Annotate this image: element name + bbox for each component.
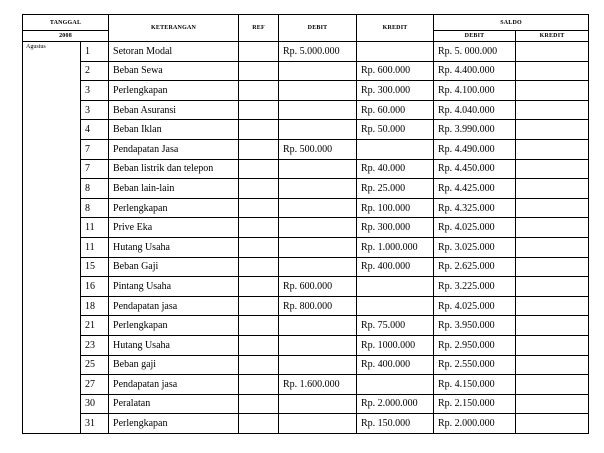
kredit-cell: Rp. 2.000.000 — [357, 394, 434, 414]
description-cell: Peralatan — [109, 394, 239, 414]
ref-cell — [239, 159, 279, 179]
saldo-kredit-cell — [516, 42, 589, 62]
kredit-cell: Rp. 40.000 — [357, 159, 434, 179]
table-row — [23, 61, 589, 81]
day-cell: 25 — [81, 355, 109, 375]
saldo-kredit-cell — [516, 375, 589, 395]
saldo-kredit-cell — [516, 139, 589, 159]
table-row — [23, 375, 589, 395]
header-keterangan: KETERANGAN — [109, 15, 239, 42]
debit-cell — [279, 394, 357, 414]
day-cell: 15 — [81, 257, 109, 277]
header-tanggal: TANGGAL — [23, 15, 109, 31]
ref-cell — [239, 257, 279, 277]
saldo-debit-cell: Rp. 4.025.000 — [434, 218, 516, 238]
saldo-debit-cell: Rp. 4.150.000 — [434, 375, 516, 395]
ref-cell — [239, 81, 279, 101]
saldo-debit-cell: Rp. 3.950.000 — [434, 316, 516, 336]
saldo-debit-cell: Rp. 4.100.000 — [434, 81, 516, 101]
debit-cell — [279, 257, 357, 277]
debit-cell — [279, 81, 357, 101]
ref-cell — [239, 355, 279, 375]
kredit-cell: Rp. 100.000 — [357, 198, 434, 218]
debit-cell — [279, 237, 357, 257]
table-row — [23, 42, 589, 62]
kredit-cell — [357, 139, 434, 159]
saldo-kredit-cell — [516, 237, 589, 257]
saldo-kredit-cell — [516, 61, 589, 81]
debit-cell — [279, 159, 357, 179]
header-year: 2008 — [23, 31, 109, 42]
ledger-header — [23, 15, 589, 42]
saldo-kredit-cell — [516, 335, 589, 355]
day-cell: 1 — [81, 42, 109, 62]
saldo-kredit-cell — [516, 414, 589, 434]
table-row — [23, 139, 589, 159]
ref-cell — [239, 394, 279, 414]
description-cell: Pendapatan jasa — [109, 296, 239, 316]
description-cell: Pintang Usaha — [109, 277, 239, 297]
kredit-cell: Rp. 400.000 — [357, 257, 434, 277]
saldo-debit-cell: Rp. 4.400.000 — [434, 61, 516, 81]
kredit-cell: Rp. 150.000 — [357, 414, 434, 434]
saldo-debit-cell: Rp. 3.025.000 — [434, 237, 516, 257]
table-row — [23, 81, 589, 101]
saldo-debit-cell: Rp. 2.550.000 — [434, 355, 516, 375]
table-row — [23, 316, 589, 336]
description-cell: Beban Asuransi — [109, 100, 239, 120]
ref-cell — [239, 61, 279, 81]
saldo-kredit-cell — [516, 296, 589, 316]
saldo-kredit-cell — [516, 159, 589, 179]
description-cell: Prive Eka — [109, 218, 239, 238]
saldo-debit-cell: Rp. 4.325.000 — [434, 198, 516, 218]
saldo-kredit-cell — [516, 316, 589, 336]
debit-cell — [279, 218, 357, 238]
ref-cell — [239, 277, 279, 297]
saldo-debit-cell: Rp. 2.950.000 — [434, 335, 516, 355]
debit-cell — [279, 316, 357, 336]
month-cell: Agustus — [23, 42, 81, 434]
day-cell: 23 — [81, 335, 109, 355]
saldo-debit-cell: Rp. 3.225.000 — [434, 277, 516, 297]
saldo-debit-cell: Rp. 4.490.000 — [434, 139, 516, 159]
header-ref: REF — [239, 15, 279, 42]
ref-cell — [239, 237, 279, 257]
day-cell: 7 — [81, 159, 109, 179]
table-row — [23, 335, 589, 355]
ref-cell — [239, 414, 279, 434]
description-cell: Beban Gaji — [109, 257, 239, 277]
description-cell: Hutang Usaha — [109, 335, 239, 355]
description-cell: Beban listrik dan telepon — [109, 159, 239, 179]
description-cell: Beban Sewa — [109, 61, 239, 81]
header-kredit: KREDIT — [357, 15, 434, 42]
ledger-body — [23, 42, 589, 434]
table-row — [23, 277, 589, 297]
day-cell: 16 — [81, 277, 109, 297]
kredit-cell — [357, 277, 434, 297]
ref-cell — [239, 42, 279, 62]
table-row — [23, 100, 589, 120]
day-cell: 11 — [81, 237, 109, 257]
saldo-debit-cell: Rp. 2.625.000 — [434, 257, 516, 277]
ref-cell — [239, 139, 279, 159]
day-cell: 31 — [81, 414, 109, 434]
description-cell: Pendapatan jasa — [109, 375, 239, 395]
table-row — [23, 355, 589, 375]
header-saldo: SALDO — [434, 15, 589, 31]
description-cell: Perlengkapan — [109, 198, 239, 218]
day-cell: 18 — [81, 296, 109, 316]
kredit-cell: Rp. 60.000 — [357, 100, 434, 120]
saldo-kredit-cell — [516, 81, 589, 101]
kredit-cell: Rp. 300.000 — [357, 81, 434, 101]
kredit-cell: Rp. 1.000.000 — [357, 237, 434, 257]
description-cell: Pendapatan Jasa — [109, 139, 239, 159]
table-row — [23, 159, 589, 179]
day-cell: 11 — [81, 218, 109, 238]
kredit-cell: Rp. 1000.000 — [357, 335, 434, 355]
header-debit: DEBIT — [279, 15, 357, 42]
saldo-debit-cell: Rp. 4.425.000 — [434, 179, 516, 199]
description-cell: Beban lain-lain — [109, 179, 239, 199]
description-cell: Setoran Modal — [109, 42, 239, 62]
header-saldo-debit: DEBIT — [434, 31, 516, 42]
ref-cell — [239, 120, 279, 140]
saldo-debit-cell: Rp. 2.150.000 — [434, 394, 516, 414]
saldo-debit-cell: Rp. 2.000.000 — [434, 414, 516, 434]
table-row — [23, 414, 589, 434]
debit-cell — [279, 335, 357, 355]
ref-cell — [239, 100, 279, 120]
kredit-cell: Rp. 600.000 — [357, 61, 434, 81]
day-cell: 27 — [81, 375, 109, 395]
saldo-debit-cell: Rp. 5. 000.000 — [434, 42, 516, 62]
saldo-kredit-cell — [516, 355, 589, 375]
day-cell: 7 — [81, 139, 109, 159]
table-row — [23, 120, 589, 140]
kredit-cell: Rp. 300.000 — [357, 218, 434, 238]
table-row — [23, 179, 589, 199]
saldo-kredit-cell — [516, 218, 589, 238]
header-saldo-kredit: KREDIT — [516, 31, 589, 42]
saldo-kredit-cell — [516, 394, 589, 414]
debit-cell — [279, 414, 357, 434]
saldo-debit-cell: Rp. 3.990.000 — [434, 120, 516, 140]
description-cell: Beban Iklan — [109, 120, 239, 140]
ledger-table — [22, 14, 589, 434]
ref-cell — [239, 375, 279, 395]
day-cell: 8 — [81, 198, 109, 218]
table-row — [23, 237, 589, 257]
day-cell: 21 — [81, 316, 109, 336]
description-cell: Perlengkapan — [109, 81, 239, 101]
ref-cell — [239, 316, 279, 336]
saldo-kredit-cell — [516, 277, 589, 297]
saldo-kredit-cell — [516, 198, 589, 218]
saldo-kredit-cell — [516, 257, 589, 277]
debit-cell — [279, 120, 357, 140]
kredit-cell — [357, 42, 434, 62]
ref-cell — [239, 179, 279, 199]
ref-cell — [239, 296, 279, 316]
description-cell: Hutang Usaha — [109, 237, 239, 257]
day-cell: 4 — [81, 120, 109, 140]
description-cell: Perlengkapan — [109, 316, 239, 336]
day-cell: 3 — [81, 81, 109, 101]
saldo-debit-cell: Rp. 4.450.000 — [434, 159, 516, 179]
kredit-cell: Rp. 75.000 — [357, 316, 434, 336]
day-cell: 30 — [81, 394, 109, 414]
debit-cell — [279, 198, 357, 218]
saldo-debit-cell: Rp. 4.040.000 — [434, 100, 516, 120]
ref-cell — [239, 198, 279, 218]
ref-cell — [239, 335, 279, 355]
debit-cell: Rp. 500.000 — [279, 139, 357, 159]
day-cell: 3 — [81, 100, 109, 120]
kredit-cell — [357, 375, 434, 395]
debit-cell: Rp. 600.000 — [279, 277, 357, 297]
saldo-kredit-cell — [516, 179, 589, 199]
table-row — [23, 257, 589, 277]
debit-cell: Rp. 1.600.000 — [279, 375, 357, 395]
saldo-kredit-cell — [516, 100, 589, 120]
debit-cell: Rp. 800.000 — [279, 296, 357, 316]
debit-cell — [279, 61, 357, 81]
kredit-cell: Rp. 50.000 — [357, 120, 434, 140]
day-cell: 2 — [81, 61, 109, 81]
saldo-debit-cell: Rp. 4.025.000 — [434, 296, 516, 316]
saldo-kredit-cell — [516, 120, 589, 140]
day-cell: 8 — [81, 179, 109, 199]
description-cell: Beban gaji — [109, 355, 239, 375]
kredit-cell — [357, 296, 434, 316]
ref-cell — [239, 218, 279, 238]
description-cell: Perlengkapan — [109, 414, 239, 434]
table-row — [23, 218, 589, 238]
debit-cell: Rp. 5.000.000 — [279, 42, 357, 62]
debit-cell — [279, 100, 357, 120]
kredit-cell: Rp. 25.000 — [357, 179, 434, 199]
table-row — [23, 394, 589, 414]
kredit-cell: Rp. 400.000 — [357, 355, 434, 375]
table-row — [23, 296, 589, 316]
debit-cell — [279, 179, 357, 199]
debit-cell — [279, 355, 357, 375]
table-row — [23, 198, 589, 218]
